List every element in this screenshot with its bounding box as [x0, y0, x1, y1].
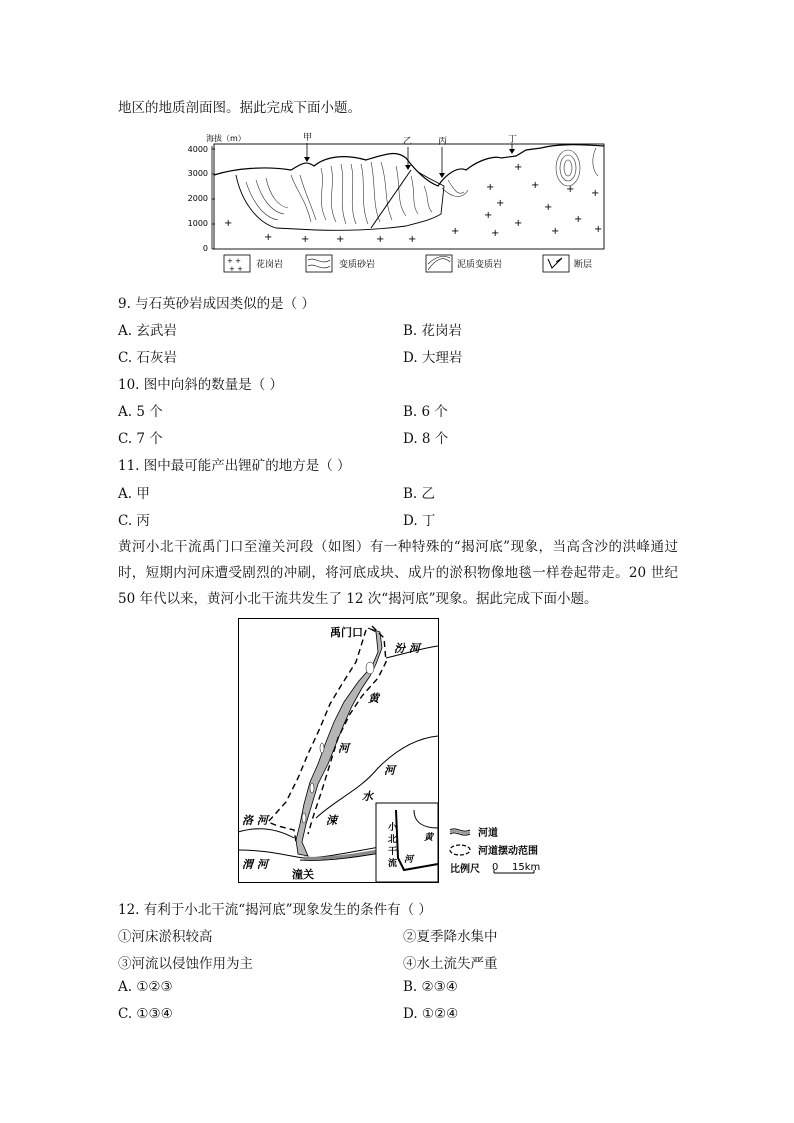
- svg-text:+ +: + +: [227, 257, 241, 265]
- q11-option-c[interactable]: C. 丙: [118, 513, 150, 529]
- svg-text:+: +: [451, 226, 460, 237]
- q10-option-a[interactable]: A. 5 个: [118, 404, 163, 420]
- q9-option-b[interactable]: B. 花岗岩: [403, 323, 463, 339]
- label-yi: 乙: [403, 137, 413, 147]
- label-ding: 丁: [508, 135, 518, 145]
- q12-item-4: ④水土流失严重: [403, 956, 498, 972]
- q11-option-a[interactable]: A. 甲: [118, 486, 150, 502]
- label-su: 涑: [326, 814, 337, 827]
- svg-text:+: +: [224, 218, 233, 229]
- inset-label-xiao: 小: [388, 823, 398, 833]
- label-bing: 丙: [438, 137, 448, 147]
- passage-2: 黄河小北干流禹门口至潼关河段（如图）有一种特殊的“揭河底”现象，当高含沙的洪峰通过时，短期内河床遭受剧烈的冲刷，将河底成块、成片的淤积物像地毯一样卷起带走。20 世纪 50 年代以来，黄河小北干流共发生了 12 次“揭河底”现象。据此完成下面小题。: [118, 539, 678, 607]
- q12-item-1: ①河床淤积较高: [118, 929, 213, 945]
- label-he: 河: [338, 742, 349, 755]
- label-shui: 水: [362, 790, 373, 803]
- svg-text:+: +: [336, 234, 345, 245]
- q12-option-a[interactable]: A. ①②③: [118, 979, 173, 995]
- figure1-legend: [224, 255, 592, 273]
- inset-label-he: 河: [404, 855, 414, 865]
- legend-scale-zero: 0: [492, 862, 499, 873]
- y-axis-ticks: [188, 145, 208, 253]
- intro-text: 地区的地质剖面图。据此完成下面小题。: [118, 100, 361, 116]
- svg-text:+: +: [591, 188, 600, 199]
- svg-text:+: +: [496, 198, 505, 209]
- label-jia: 甲: [303, 133, 313, 143]
- svg-text:+: +: [544, 202, 553, 213]
- q10-option-d[interactable]: D. 8 个: [403, 431, 449, 447]
- label-hehe: 河: [384, 764, 395, 777]
- q11-stem: 11. 图中最可能产出锂矿的地方是（ ）: [118, 458, 351, 474]
- svg-text:+: +: [514, 218, 523, 229]
- inset-map: [376, 803, 438, 882]
- svg-text:+: +: [486, 182, 495, 193]
- legend-channel: 河道: [478, 828, 498, 839]
- q12-item-2: ②夏季降水集中: [403, 929, 498, 945]
- label-weihe: 渭 河: [242, 858, 268, 871]
- svg-text:+: +: [551, 226, 560, 237]
- q11-option-d[interactable]: D. 丁: [403, 513, 436, 529]
- legend-fault: 断层: [574, 260, 593, 270]
- q12-stem: 12. 有利于小北干流“揭河底”现象发生的条件有（ ）: [118, 902, 432, 918]
- q9-option-d[interactable]: D. 大理岩: [403, 350, 463, 366]
- q12-option-c[interactable]: C. ①③④: [118, 1006, 173, 1022]
- svg-text:1000: 1000: [187, 219, 208, 228]
- granite-symbols: [224, 162, 602, 245]
- inset-label-gan: 干: [388, 847, 398, 857]
- svg-text:+ +: + +: [229, 265, 243, 273]
- label-tongguan: 潼关: [292, 868, 314, 881]
- svg-text:+: +: [301, 234, 310, 245]
- svg-text:+: +: [376, 234, 385, 245]
- svg-text:4000: 4000: [187, 145, 208, 154]
- label-huang: 黄: [368, 692, 379, 705]
- svg-text:+: +: [594, 224, 603, 235]
- inset-label-huang: 黄: [424, 833, 434, 843]
- svg-text:0: 0: [202, 244, 208, 253]
- figure2-legend: [450, 826, 540, 875]
- svg-text:3000: 3000: [187, 169, 208, 178]
- label-yumenkou: 禹门口: [330, 626, 363, 639]
- svg-text:2000: 2000: [187, 194, 208, 203]
- inset-label-bei: 北: [388, 835, 398, 845]
- q12-option-b[interactable]: B. ②③④: [403, 979, 458, 995]
- q12-option-d[interactable]: D. ①②④: [403, 1006, 459, 1022]
- svg-text:+: +: [264, 232, 273, 243]
- q9-stem: 9. 与石英砂岩成因类似的是（ ）: [118, 296, 315, 312]
- legend-pelitic: 泥质变质岩: [457, 260, 503, 270]
- q10-option-c[interactable]: C. 7 个: [118, 431, 163, 447]
- label-luohe: 洛 河: [242, 814, 268, 827]
- svg-text:+: +: [514, 162, 523, 173]
- svg-text:+: +: [484, 210, 493, 221]
- q9-option-a[interactable]: A. 玄武岩: [118, 323, 177, 339]
- legend-scale-label: 比例尺: [450, 864, 480, 875]
- legend-swing: 河道摆动范围: [478, 846, 538, 857]
- svg-text:+: +: [566, 184, 575, 195]
- q10-option-b[interactable]: B. 6 个: [403, 404, 448, 420]
- inset-label-liu: 流: [388, 859, 398, 869]
- q10-stem: 10. 图中向斜的数量是（ ）: [118, 377, 284, 393]
- legend-scale-value: 15km: [512, 862, 541, 873]
- geologic-section-figure: [187, 130, 616, 275]
- right-fold: [556, 148, 598, 186]
- q12-item-3: ③河流以侵蚀作用为主: [118, 956, 253, 972]
- q9-option-c[interactable]: C. 石灰岩: [118, 350, 177, 366]
- yellow-river-map: [238, 618, 558, 886]
- svg-text:+: +: [531, 180, 540, 191]
- svg-text:+: +: [491, 228, 500, 239]
- legend-granite: 花岗岩: [256, 260, 284, 270]
- legend-sandstone: 变质砂岩: [339, 260, 376, 270]
- label-fenhe: 汾 河: [394, 642, 420, 655]
- q11-option-b[interactable]: B. 乙: [403, 486, 436, 502]
- svg-text:+: +: [574, 214, 583, 225]
- y-axis-title: 海拔（m）: [206, 134, 246, 143]
- svg-text:+: +: [408, 234, 417, 245]
